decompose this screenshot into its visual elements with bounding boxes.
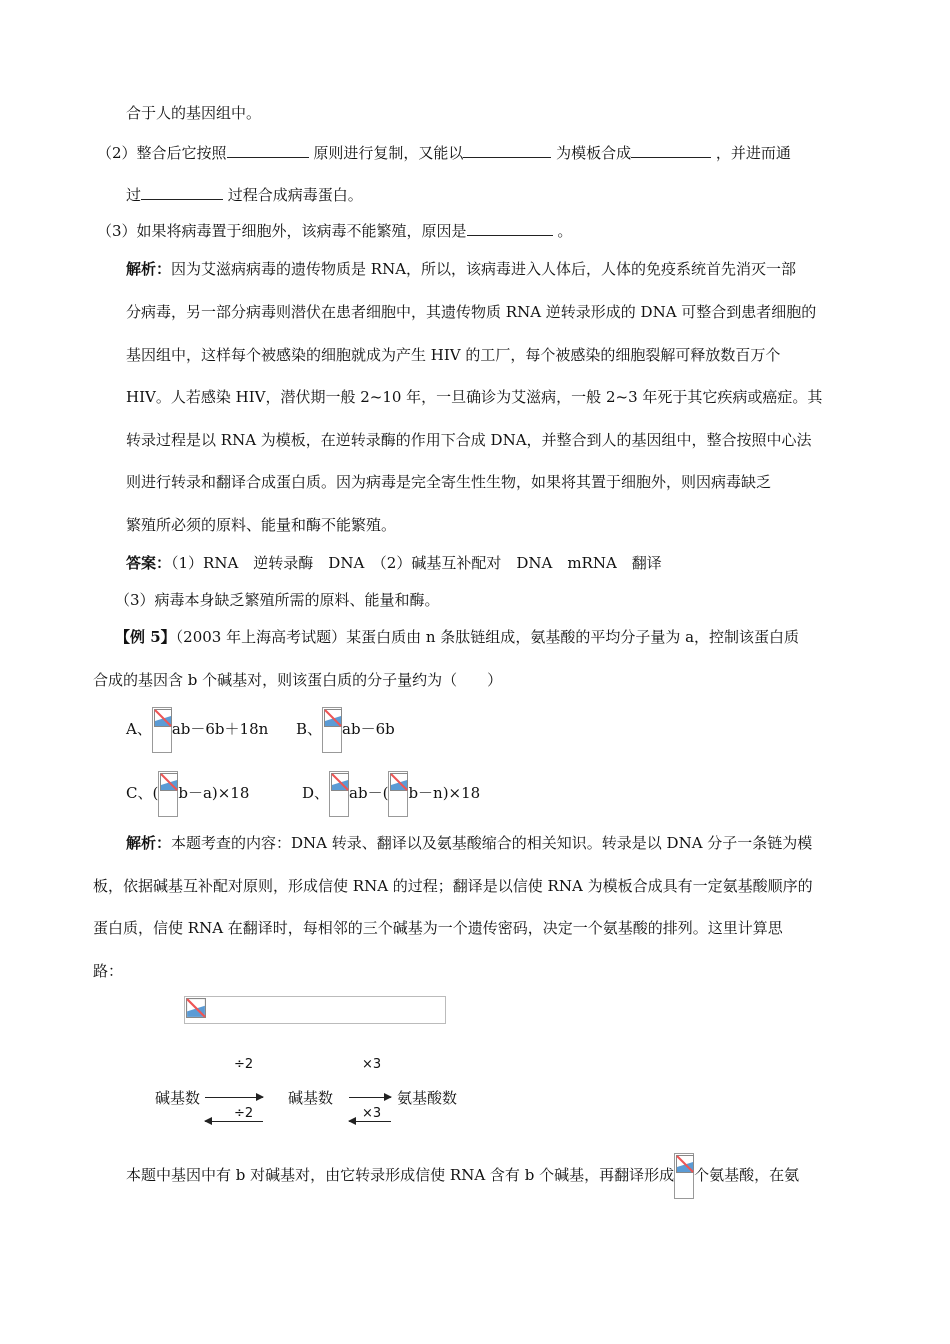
analysis-line [126,259,796,279]
arrow-right [349,1097,391,1098]
arrow-left [349,1121,391,1122]
option-text: b－n)×18 [408,784,481,802]
option-d[interactable] [302,770,480,817]
answer-blank[interactable] [463,142,551,158]
analysis-text: 本题考查的内容：DNA 转录、翻译以及氨基酸缩合的相关知识。转录是以 DNA 分子一条链为模 [171,834,813,852]
analysis-line [126,833,812,853]
option-label: B、 [296,720,323,738]
analysis-label: 解析： [126,260,172,278]
body-text: 个氨基酸，在氨 [694,1166,800,1184]
analysis-line: 转录过程是以 RNA 为模板，在逆转录酶的作用下合成 DNA，并整合到人的基因组中，整合按照中心法 [126,431,812,449]
analysis-line: HIV。人若感染 HIV，潜伏期一般 2~10 年，一旦确诊为艾滋病，一般 2~3 年死于其它疾病或癌症。其 [126,388,823,406]
answer-blank[interactable] [141,184,223,200]
text-line: 合于人的基因组中。 [126,104,262,122]
option-a[interactable] [126,706,268,753]
q2-text: ，并进而通 [715,144,791,162]
answer-blank[interactable] [227,142,309,158]
option-label: D、 [302,784,330,802]
diagram-node: 碱基数 [155,1089,201,1107]
example-line: 合成的基因含 b 个碱基对，则该蛋白质的分子量约为（ ） [93,671,503,689]
answer-line: （3）病毒本身缺乏繁殖所需的原料、能量和酶。 [115,591,440,609]
broken-image-icon [186,998,206,1018]
formula-image-icon [158,771,178,817]
analysis-line: 基因组中，这样每个被感染的细胞就成为产生 HIV 的工厂，每个被感染的细胞裂解可释放数百万个 [126,346,781,364]
question-2-cont [126,184,363,205]
answer-blank[interactable] [631,142,711,158]
option-text: b－a)×18 [178,784,250,802]
q2-text: 为模板合成 [556,144,632,162]
option-text: ab－( [349,784,389,802]
diagram-op-label: ÷2 [234,1057,254,1072]
answer-text: （1）RNA 逆转录酶 DNA （2）碱基互补配对 DNA mRNA 翻译 [171,554,662,572]
arrow-left [205,1121,263,1122]
analysis-line: 分病毒，另一部分病毒则潜伏在患者细胞中，其遗传物质 RNA 逆转录形成的 DNA 可整合到患者细胞的 [126,303,817,321]
example-label: 【例 5】 [115,628,176,646]
question-2 [97,142,791,163]
analysis-line: 则进行转录和翻译合成蛋白质。因为病毒是完全寄生性生物，如果将其置于细胞外，则因病毒缺乏 [126,473,772,491]
diagram-node: 氨基酸数 [397,1089,458,1107]
formula-image-icon [329,771,349,817]
question-3 [97,220,572,241]
analysis-line: 板，依据碱基互补配对原则，形成信使 RNA 的过程；翻译是以信使 RNA 为模板合成具有一定氨基酸顺序的 [93,877,813,895]
formula-image-icon [388,771,408,817]
q2-text: 过程合成病毒蛋白。 [227,186,363,204]
analysis-label: 解析： [126,834,172,852]
q2-text: 过 [126,186,142,204]
formula-image-icon [152,707,172,753]
q2-text: （2）整合后它按照 [97,144,227,162]
analysis-text: 因为艾滋病病毒的遗传物质是 RNA，所以，该病毒进入人体后，人体的免疫系统首先消灭一部 [171,260,797,278]
answer-line [126,553,662,573]
q3-text: 。 [557,222,573,240]
option-c[interactable] [126,770,249,817]
body-text: 本题中基因中有 b 对碱基对，由它转录形成信使 RNA 含有 b 个碱基，再翻译形成 [126,1166,675,1184]
diagram-op-label: ÷2 [234,1106,254,1121]
arrow-right [205,1097,263,1098]
diagram-op-label: ×3 [362,1106,382,1121]
option-label: C、( [126,784,159,802]
diagram-op-label: ×3 [362,1057,382,1072]
example-text: （2003 年上海高考试题）某蛋白质由 n 条肽链组成，氨基酸的平均分子量为 a，控制该蛋白质 [175,628,800,646]
example-line [115,627,799,647]
analysis-line: 蛋白质，信使 RNA 在翻译时，每相邻的三个碱基为一个遗传密码，决定一个氨基酸的排列。这里计算思 [93,919,783,937]
answer-blank[interactable] [467,220,553,236]
analysis-line: 路： [93,962,124,980]
text-line [126,1152,799,1199]
q2-text: 原则进行复制，又能以 [313,144,464,162]
analysis-line: 繁殖所必须的原料、能量和酶不能繁殖。 [126,516,397,534]
formula-image-icon [322,707,342,753]
answer-label: 答案： [126,554,172,572]
q3-text: （3）如果将病毒置于细胞外，该病毒不能繁殖，原因是 [97,222,467,240]
option-text: ab－6b＋18n [171,720,269,738]
formula-image-icon [674,1153,694,1199]
diagram-node: 碱基数 [288,1089,334,1107]
option-label: A、 [126,720,152,738]
option-b[interactable] [296,706,395,753]
option-text: ab－6b [342,720,395,738]
image-placeholder [184,996,446,1024]
